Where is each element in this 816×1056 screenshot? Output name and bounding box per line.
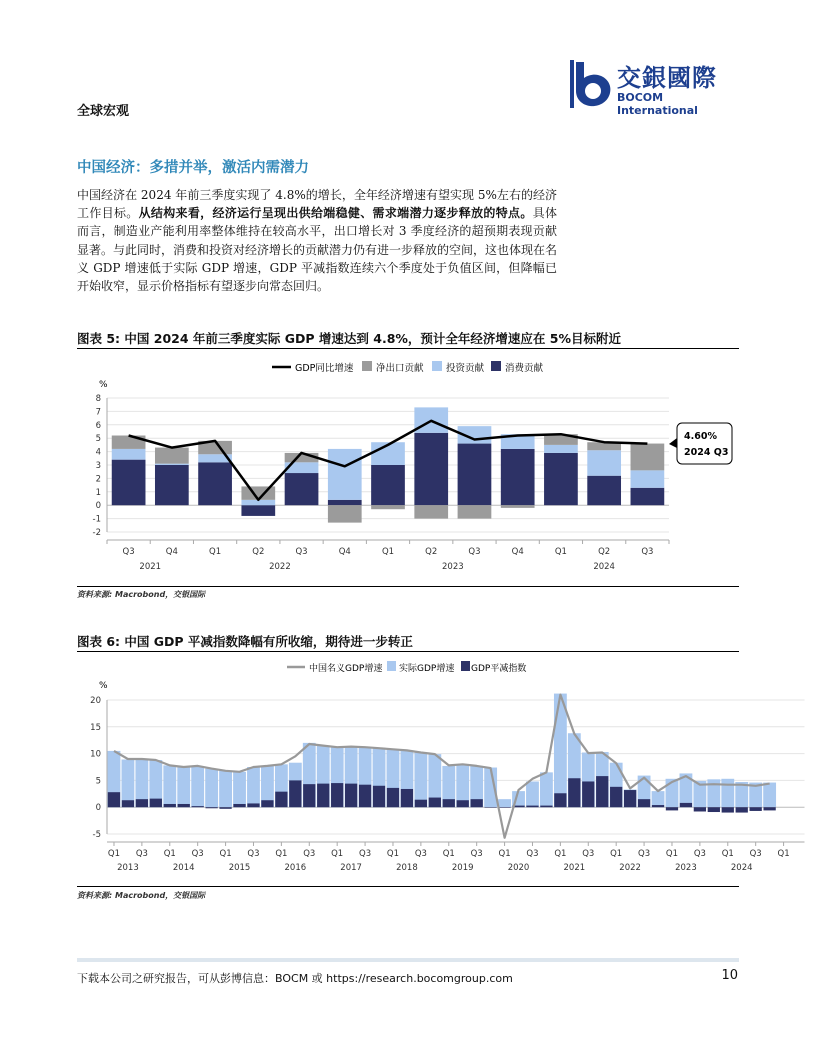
x-tick-label: Q3 — [122, 547, 135, 557]
x-tick-label: Q2 — [598, 547, 611, 557]
figure5-title: 图表 5: 中国 2024 年前三季度实际 GDP 增速达到 4.8%，预计全年经济增速应在 5%目标附近 — [77, 331, 621, 346]
gdp-deflator-chart — [77, 654, 790, 884]
bar-segment — [285, 473, 319, 505]
x-year-label: 2024 — [593, 562, 615, 572]
deflator-bar — [373, 786, 385, 807]
bar-segment — [112, 460, 146, 506]
chart1-x-axis — [107, 540, 669, 572]
x-quarter-label: Q3 — [582, 849, 595, 859]
bar-segment — [414, 433, 448, 505]
x-year-label: 2020 — [507, 863, 530, 873]
deflator-bar — [303, 784, 315, 807]
deflator-bar — [261, 800, 273, 807]
annotation-value: 4.60% — [684, 431, 717, 442]
x-quarter-label: Q1 — [219, 849, 232, 859]
x-quarter-label: Q1 — [554, 849, 567, 859]
x-quarter-label: Q1 — [386, 849, 400, 859]
x-year-label: 2023 — [442, 562, 464, 572]
paragraph-bold: 从结构来看，经济运行呈现出供给端稳健、需求端潜力逐步释放的特点。 — [138, 206, 533, 221]
y-tick-label: 4 — [95, 447, 101, 458]
deflator-bar — [540, 806, 552, 808]
bar-segment — [631, 444, 665, 471]
bar-segment — [544, 453, 578, 505]
x-year-label: 2013 — [117, 863, 139, 873]
chart1-legend — [272, 361, 544, 374]
real-gdp-bar — [233, 772, 246, 807]
x-quarter-label: Q3 — [693, 849, 706, 859]
real-gdp-bar — [652, 791, 665, 807]
x-quarter-label: Q1 — [163, 849, 176, 859]
legend-swatch-consumption — [491, 361, 501, 371]
deflator-bar — [178, 804, 190, 807]
figure6-bottom-rule — [77, 886, 739, 887]
real-gdp-bar — [122, 759, 135, 807]
real-gdp-bar — [247, 767, 260, 807]
x-year-label: 2022 — [269, 562, 291, 572]
chart2-bars — [108, 694, 776, 813]
y-tick-label: 1 — [95, 487, 101, 498]
deflator-bar — [233, 804, 245, 807]
deflator-bar — [736, 807, 748, 812]
y-tick-label: 8 — [95, 394, 101, 404]
real-gdp-bar — [219, 771, 232, 807]
bar-segment — [155, 465, 189, 505]
y-tick-label: 0 — [95, 803, 101, 814]
chart2-line — [114, 695, 770, 838]
x-quarter-label: Q1 — [498, 849, 511, 859]
article-heading: 中国经济：多措并举，激活内需潜力 — [77, 160, 309, 176]
legend-label-nominal-gdp: 中国名义GDP增速 — [309, 664, 383, 674]
deflator-bar — [652, 805, 664, 807]
x-quarter-label: Q1 — [665, 849, 679, 859]
y-tick-label: 0 — [95, 501, 101, 512]
x-year-label: 2017 — [340, 863, 362, 873]
article-paragraph — [77, 186, 557, 295]
bar-segment — [328, 500, 362, 505]
x-year-label: 2021 — [139, 562, 162, 572]
section-title: 全球宏观 — [77, 104, 130, 119]
deflator-bar — [275, 792, 287, 808]
deflator-bar — [596, 776, 608, 807]
y-tick-label: 15 — [90, 722, 101, 733]
deflator-bar — [484, 807, 496, 808]
deflator-bar — [345, 784, 357, 808]
logo-chinese: 交銀國際 — [617, 64, 717, 92]
page-number: 10 — [721, 968, 738, 983]
deflator-bar — [387, 788, 399, 807]
real-gdp-bar — [177, 766, 190, 807]
x-quarter-label: Q3 — [470, 849, 483, 859]
y-tick-label: 7 — [95, 407, 101, 418]
deflator-bar — [108, 792, 120, 807]
deflator-bar — [750, 807, 762, 811]
legend-swatch-investment — [432, 361, 442, 371]
x-quarter-label: Q3 — [749, 849, 762, 859]
bar-segment — [414, 505, 448, 518]
x-year-label: 2019 — [451, 863, 474, 873]
y-tick-label: -1 — [92, 514, 101, 525]
figure6-source: 资料来源: Macrobond，交银国际 — [77, 891, 206, 900]
x-quarter-label: Q3 — [638, 849, 651, 859]
deflator-bar — [150, 799, 162, 808]
bar-segment — [587, 476, 621, 505]
x-tick-label: Q4 — [165, 547, 178, 557]
deflator-bar — [624, 790, 636, 807]
y-tick-label: -5 — [92, 830, 101, 840]
legend-swatch-net-export — [362, 361, 372, 371]
deflator-bar — [192, 806, 204, 807]
x-tick-label: Q4 — [511, 547, 524, 557]
bar-segment — [241, 505, 275, 516]
deflator-bar — [722, 807, 734, 812]
figure6-top-rule — [77, 651, 739, 652]
figure5-bottom-rule — [77, 586, 739, 587]
x-year-label: 2014 — [172, 863, 195, 873]
real-gdp-bar — [191, 767, 204, 807]
bocom-logo-icon — [570, 58, 614, 108]
x-year-label: 2018 — [396, 863, 418, 873]
chart2-legend — [287, 661, 526, 674]
y-tick-label: 3 — [95, 461, 101, 471]
y-tick-label: 5 — [95, 776, 101, 787]
deflator-bar — [219, 807, 231, 809]
deflator-bar — [359, 785, 371, 808]
figure5-source: 资料来源: Macrobond，交银国际 — [77, 590, 206, 599]
legend-label-gdp-growth: GDP同比增速 — [295, 363, 354, 374]
deflator-bar — [443, 799, 455, 807]
deflator-bar — [136, 799, 148, 807]
legend-label-net-export: 净出口贡献 — [376, 363, 424, 374]
x-quarter-label: Q3 — [303, 849, 316, 859]
chart1-unit-label: % — [99, 380, 108, 390]
real-gdp-bar — [554, 694, 567, 808]
deflator-bar — [331, 783, 343, 807]
y-tick-label: 20 — [90, 696, 101, 706]
nominal-gdp-line — [114, 695, 770, 838]
footer-disclaimer: 下载本公司之研究报告，可从彭博信息：BOCM 或 https://research.bocomgroup.com — [77, 972, 513, 985]
deflator-bar — [457, 800, 469, 807]
deflator-bar — [498, 807, 510, 808]
deflator-bar — [610, 787, 622, 807]
bar-segment — [112, 449, 146, 460]
deflator-bar — [164, 804, 176, 807]
bar-segment — [458, 444, 492, 506]
y-tick-label: 5 — [95, 434, 101, 445]
y-tick-label: 10 — [90, 749, 101, 760]
x-year-label: 2016 — [284, 863, 307, 873]
x-tick-label: Q1 — [209, 547, 222, 557]
deflator-bar — [763, 807, 775, 810]
logo-english: BOCOM International — [617, 91, 698, 117]
x-quarter-label: Q1 — [777, 849, 790, 859]
deflator-bar — [526, 806, 538, 808]
bar-segment — [371, 505, 405, 509]
deflator-bar — [694, 807, 706, 811]
chart1-annotation — [669, 423, 732, 464]
y-tick-label: 6 — [95, 420, 101, 431]
legend-label-real-gdp: 实际GDP增速 — [399, 664, 455, 674]
x-tick-label: Q2 — [252, 547, 265, 557]
bar-segment — [501, 449, 535, 505]
deflator-bar — [429, 798, 441, 808]
deflator-bar — [401, 789, 413, 807]
figure5-top-rule — [77, 348, 739, 349]
deflator-bar — [205, 807, 217, 808]
real-gdp-bar — [763, 783, 776, 808]
annotation-pointer — [669, 438, 677, 448]
x-tick-label: Q4 — [338, 547, 351, 557]
bocom-logo — [570, 58, 745, 117]
x-tick-label: Q3 — [295, 547, 308, 557]
x-quarter-label: Q3 — [135, 849, 148, 859]
footer-divider — [77, 958, 739, 962]
bar-segment — [155, 448, 189, 464]
x-quarter-label: Q1 — [610, 849, 623, 859]
legend-swatch-deflator — [461, 661, 470, 671]
bar-segment — [155, 464, 189, 465]
deflator-bar — [122, 800, 134, 807]
y-tick-label: -2 — [92, 528, 101, 538]
y-tick-label: 2 — [95, 474, 101, 485]
x-quarter-label: Q1 — [721, 849, 734, 859]
bar-segment — [458, 505, 492, 518]
chart2-unit-label: % — [99, 681, 108, 691]
x-quarter-label: Q1 — [442, 849, 455, 859]
x-quarter-label: Q1 — [275, 849, 288, 859]
chart2-x-axis — [107, 842, 805, 873]
x-quarter-label: Q3 — [191, 849, 204, 859]
deflator-bar — [554, 793, 566, 807]
deflator-bar — [568, 778, 580, 807]
bar-segment — [544, 445, 578, 453]
x-quarter-label: Q3 — [247, 849, 260, 859]
x-tick-label: Q3 — [468, 547, 481, 557]
x-tick-label: Q2 — [425, 547, 438, 557]
bar-segment — [501, 505, 535, 508]
x-year-label: 2024 — [730, 863, 753, 873]
real-gdp-bar — [498, 799, 511, 807]
legend-swatch-real-gdp — [387, 661, 396, 671]
paragraph-part-1: 中国经济在 2024 年前三季度实现了 4.8%的增长，全年经济增速有望实现 5%左右的经济工作目标。 — [77, 188, 557, 221]
x-quarter-label: Q1 — [331, 849, 344, 859]
real-gdp-bar — [721, 779, 734, 807]
deflator-bar — [638, 799, 650, 807]
real-gdp-bar — [540, 772, 553, 807]
bar-segment — [587, 450, 621, 475]
bar-segment — [631, 488, 665, 505]
figure6-title: 图表 6: 中国 GDP 平减指数降幅有所收缩，期待进一步转正 — [77, 634, 413, 649]
gdp-contribution-chart — [77, 352, 739, 584]
legend-label-consumption: 消费贡献 — [505, 363, 544, 374]
real-gdp-bar — [205, 769, 218, 808]
x-quarter-label: Q1 — [107, 849, 121, 859]
x-quarter-label: Q3 — [526, 849, 539, 859]
bar-segment — [631, 470, 665, 487]
x-tick-label: Q1 — [554, 547, 567, 557]
legend-label-deflator: GDP平减指数 — [471, 664, 527, 674]
bar-segment — [371, 465, 405, 505]
real-gdp-bar — [414, 753, 427, 808]
x-quarter-label: Q3 — [359, 849, 372, 859]
x-year-label: 2015 — [228, 863, 251, 873]
deflator-bar — [471, 799, 483, 807]
annotation-period: 2024 Q3 — [684, 447, 729, 458]
deflator-bar — [582, 781, 594, 807]
deflator-bar — [680, 803, 692, 807]
deflator-bar — [415, 800, 427, 808]
deflator-bar — [247, 803, 259, 807]
deflator-bar — [708, 807, 720, 812]
bar-segment — [198, 462, 232, 505]
real-gdp-bar — [526, 781, 539, 807]
x-year-label: 2021 — [563, 863, 586, 873]
x-quarter-label: Q3 — [414, 849, 427, 859]
legend-label-investment: 投资贡献 — [446, 363, 485, 374]
deflator-bar — [317, 784, 329, 808]
deflator-bar — [289, 780, 301, 807]
x-year-label: 2022 — [619, 863, 641, 873]
deflator-bar — [666, 807, 678, 810]
x-year-label: 2023 — [675, 863, 697, 873]
bar-segment — [328, 449, 362, 500]
paragraph-part-3: 具体而言，制造业产能利用率整体维持在较高水平，出口增长对 3 季度经济的超预期表现贡献显著。与此同时，消费和投资对经济增长的贡献潜力仍有进一步释放的空间，这也体现在名义 GDP 增速低于实际 GDP 增速，GDP 平减指数连续六个季度处于负值区间，但降幅已开始收窄，显示价格指标有望逐步向常态回归。 — [77, 206, 558, 294]
x-tick-label: Q1 — [381, 547, 395, 557]
x-tick-label: Q3 — [641, 547, 654, 557]
real-gdp-bar — [163, 765, 176, 807]
bar-segment — [328, 505, 362, 522]
